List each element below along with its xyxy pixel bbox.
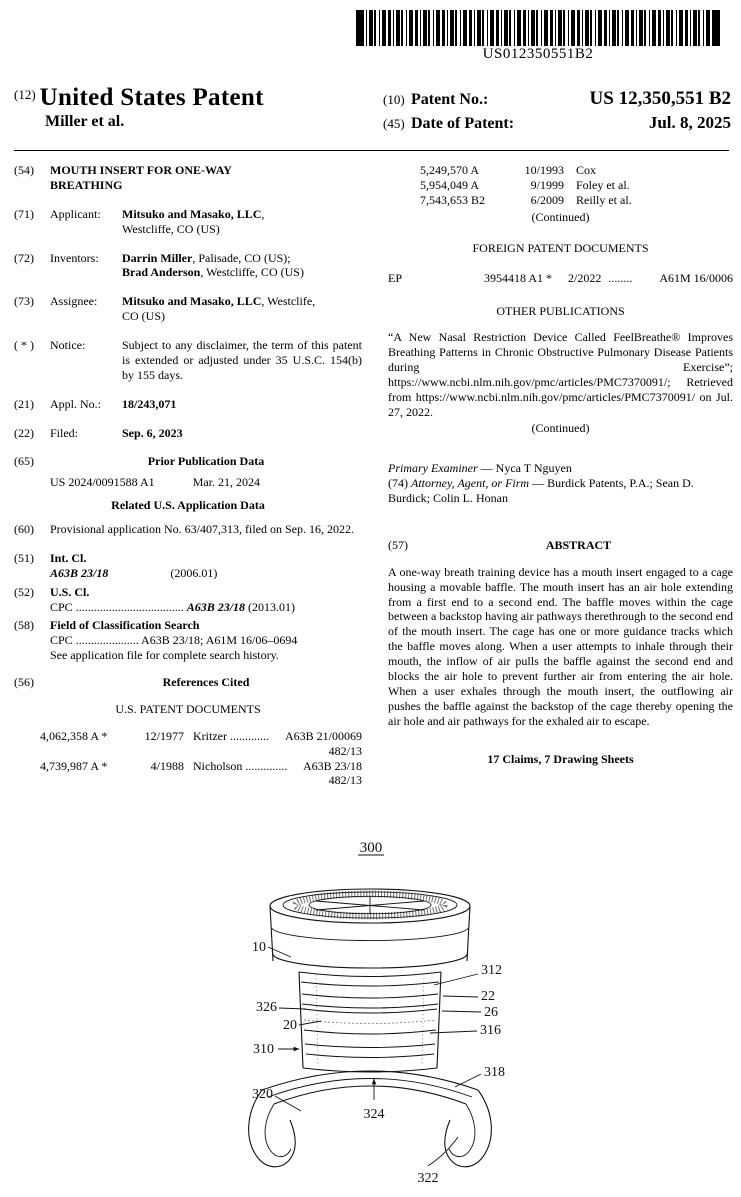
ref-numeral-324: 324 (363, 1107, 385, 1122)
inventor-2-name: Brad Anderson (122, 265, 201, 280)
search-row (50, 633, 362, 648)
patent-no-row (383, 88, 731, 110)
field-51-int-cl (14, 551, 362, 581)
appl-no-value: 18/243,071 (122, 396, 177, 411)
us-cl-heading: U.S. Cl. (50, 584, 90, 599)
inventor-1 (122, 251, 362, 266)
table-row (388, 178, 733, 193)
ref-numeral-26: 26 (484, 1005, 498, 1020)
inid-71: (71) (14, 206, 34, 221)
examiner-name: — Nyca T Nguyen (477, 461, 572, 476)
inid-12: (12) (14, 87, 36, 102)
header-right (383, 84, 731, 136)
us-patent-docs-heading: U.S. PATENT DOCUMENTS (115, 701, 261, 716)
search-value (50, 618, 362, 663)
int-cl-heading: Int. Cl. (50, 550, 87, 565)
page-title: United States Patent (39, 84, 264, 111)
inventor-short-name: Miller et al. (45, 113, 125, 130)
assignee-value (122, 294, 362, 324)
ref-class: A63B 21/00069 (284, 728, 362, 743)
inventor-1-rest: , Palisade, CO (US); (192, 250, 291, 265)
ref-numeral-310: 310 (253, 1042, 274, 1057)
inid-22: (22) (14, 425, 34, 440)
applicant-value (122, 207, 362, 237)
attorney-line (388, 476, 733, 506)
invention-title: MOUTH INSERT FOR ONE-WAY BREATHING (50, 163, 232, 192)
inid-58: (58) (14, 618, 34, 633)
ref-date: 6/2009 (530, 192, 564, 207)
attorney-label: Attorney, Agent, or Firm (411, 476, 530, 491)
patent-title-line (14, 84, 383, 112)
foreign-date: 2/2022 (568, 271, 602, 286)
ref-number: 7,543,653 B2 (420, 192, 486, 207)
ref-name: Foley et al. (576, 177, 630, 192)
filed-label: Filed: (50, 425, 79, 440)
ref-numeral-320: 320 (252, 1087, 273, 1102)
patent-figure (0, 838, 741, 1197)
field-73-assignee (14, 294, 362, 324)
patent-no-label: Patent No.: (411, 91, 489, 108)
inid-52: (52) (14, 584, 34, 599)
inid-45: (45) (383, 116, 405, 131)
field-21-appl-no (14, 397, 362, 412)
inid-65: (65) (14, 454, 34, 469)
abstract-heading-row (388, 538, 733, 553)
filed-value: Sep. 6, 2023 (122, 425, 183, 440)
assignee-name: Mitsuko and Masako, LLC (122, 294, 262, 309)
table-row (388, 163, 733, 178)
inid-star: ( * ) (14, 338, 34, 352)
us-refs-right (388, 163, 733, 208)
left-column (14, 163, 362, 788)
ref-numeral-326: 326 (256, 1000, 277, 1015)
prior-pub-heading: Prior Publication Data (147, 454, 265, 469)
continued-note-1: (Continued) (531, 209, 590, 224)
foreign-dots: ........ (608, 271, 633, 286)
us-refs-left (14, 729, 362, 789)
us-cl-dots: .................................... (75, 599, 184, 614)
ref-numeral-10: 10 (252, 940, 266, 955)
patent-no-value: US 12,350,551 B2 (589, 88, 731, 109)
notice-label: Notice: (50, 338, 86, 352)
continued-note-2: (Continued) (531, 421, 590, 436)
claims-line: 17 Claims, 7 Drawing Sheets (487, 752, 634, 767)
inid-10: (10) (383, 92, 405, 107)
field-71-applicant (14, 207, 362, 237)
ref-number: 4,062,358 A * (40, 728, 108, 743)
field-65-prior-pub (14, 454, 362, 469)
search-note: See application file for complete search history. (50, 648, 279, 663)
inid-57: (57) (388, 537, 408, 552)
ref-name: Kritzer ............. (193, 728, 269, 743)
barcode-block (356, 10, 720, 63)
inventor-2 (122, 265, 362, 280)
ref-subclass: 482/13 (328, 773, 362, 788)
foreign-docs-heading: FOREIGN PATENT DOCUMENTS (472, 240, 649, 255)
related-app-heading: Related U.S. Application Data (111, 498, 265, 513)
ref-date: 9/1999 (530, 177, 564, 192)
inid-72: (72) (14, 250, 34, 265)
prior-pub-row (14, 475, 362, 490)
inid-56: (56) (14, 675, 34, 689)
foreign-class: A61M 16/0006 (659, 271, 733, 286)
ref-name: Cox (576, 163, 597, 177)
field-72-inventors (14, 251, 362, 281)
foreign-number: 3954418 A1 * (484, 271, 553, 286)
barcode-caption: US012350551B2 (482, 46, 594, 62)
ref-numeral-312: 312 (481, 963, 502, 978)
applicant-label: Applicant: (50, 206, 101, 221)
abstract-heading: ABSTRACT (545, 537, 612, 552)
us-cl-class: A63B 23/18 (186, 599, 246, 614)
inid-54: (54) (14, 163, 34, 177)
header-left (14, 84, 383, 136)
table-row (14, 759, 362, 774)
table-row (14, 729, 362, 744)
date-of-patent-value: Jul. 8, 2025 (648, 113, 731, 132)
ref-number: 5,954,049 A (420, 177, 480, 192)
foreign-ref-row (388, 271, 733, 286)
search-dots: ..................... (75, 633, 139, 648)
inventors-label: Inventors: (50, 250, 99, 265)
notice-text: Subject to any disclaimer, the term of this patent is extended or adjusted under 35 U.S.C. 154(b) by 155 days. (122, 338, 362, 382)
assignee-address: CO (US) (122, 309, 166, 324)
foreign-country: EP (388, 271, 403, 286)
inventors-value (122, 251, 362, 281)
us-cl-cpc: CPC (50, 599, 73, 614)
field-58-search (14, 618, 362, 663)
int-cl-value (50, 551, 362, 581)
int-cl-class: A63B 23/18 (50, 565, 109, 580)
ref-numeral-322: 322 (417, 1171, 439, 1186)
ref-numeral-318: 318 (484, 1065, 505, 1080)
field-60-provisional (14, 522, 362, 537)
ref-numeral-20: 20 (283, 1018, 297, 1033)
prior-pub-number: US 2024/0091588 A1 (50, 475, 155, 490)
other-pubs-heading: OTHER PUBLICATIONS (496, 304, 625, 319)
inid-21: (21) (14, 396, 34, 411)
abstract-text: A one-way breath training device has a mouth insert engaged to a cage housing a movable baffle. The mouth insert has an air hole extending from a first end to a second end. The baffle moves within the cage between a backstop having air pathways therethrough to the second end of the mouth insert. The cage has one or more guidance tracks which the baffle moves along. When a user attempts to inhale through their mouth, the inflow of air pulls the baffle against the second end and blocks the air hole to prevent further air from entering the air hole. When a user exhales through the mouth insert, the outflowing air pushes the baffle against the backstop of the cage thereby opening the air hole and air pathways for the exhaled air to escape. (388, 564, 733, 728)
field-notice (14, 338, 362, 383)
field-22-filed (14, 426, 362, 441)
figure-number: 300 (359, 840, 383, 856)
barcode-image (356, 10, 720, 46)
table-row (388, 193, 733, 208)
inventor-1-name: Darrin Miller (122, 250, 193, 265)
assignee-label: Assignee: (50, 294, 98, 309)
field-54-title (14, 163, 362, 193)
ref-number: 4,739,987 A * (40, 758, 108, 773)
provisional-text: Provisional application No. 63/407,313, filed on Sep. 16, 2022. (50, 522, 354, 536)
int-cl-row (50, 566, 362, 581)
assignee-rest: , Westclife, (261, 294, 316, 309)
date-of-patent-row (383, 113, 731, 133)
ref-number: 5,249,570 A (420, 163, 480, 177)
two-column-body (14, 163, 733, 788)
prior-pub-date: Mar. 21, 2024 (192, 475, 261, 490)
int-cl-year: (2006.01) (170, 565, 218, 580)
search-heading: Field of Classification Search (50, 618, 200, 633)
search-classes: A63B 23/18; A61M 16/06–0694 (141, 633, 298, 648)
applicant-name: Mitsuko and Masako, LLC (122, 206, 262, 221)
us-cl-year: (2013.01) (245, 599, 296, 614)
inid-60: (60) (14, 522, 34, 536)
ref-numeral-316: 316 (480, 1023, 501, 1038)
ref-date: 4/1988 (150, 758, 184, 773)
ref-date: 10/1993 (524, 163, 564, 177)
ref-date: 12/1977 (144, 728, 184, 743)
us-cl-row (50, 600, 362, 615)
inid-51: (51) (14, 550, 34, 565)
right-column (388, 163, 733, 788)
applicant-address: Westcliffe, CO (US) (122, 221, 220, 236)
examiner-line (388, 461, 733, 476)
header (14, 84, 731, 136)
search-cpc: CPC (50, 633, 73, 648)
applicant-rest: , (261, 206, 265, 221)
ref-numeral-22: 22 (481, 989, 495, 1004)
ref-name: Nicholson .............. (193, 758, 288, 773)
ref-subclass: 482/13 (328, 743, 362, 758)
us-cl-value (50, 585, 362, 615)
field-52-us-cl (14, 585, 362, 615)
inid-74: (74) (388, 476, 411, 491)
examiner-label: Primary Examiner (388, 461, 478, 476)
date-of-patent-label: Date of Patent: (411, 115, 515, 132)
inid-73: (73) (14, 294, 34, 309)
ref-class: A63B 23/18 (302, 758, 362, 773)
ref-name: Reilly et al. (576, 192, 632, 207)
appl-no-label: Appl. No.: (50, 396, 101, 411)
other-pubs-text: “A New Nasal Restriction Device Called FeelBreathe® Improves Breathing Patterns in Chronic Obstructive Pulmonary Disease Patients during Exercise”; https://www.ncbi.nlm.nih.gov/pmc/articles/PMC7370091/; Retrieved from https://www.ncbi.nlm.nih.gov/pmc/articles/PMC7370091/ on Jul. 27, 2022. (388, 330, 733, 419)
attorney-names: — Burdick Patents, P.A.; Sean D. Burdick; Colin L. Honan (388, 476, 694, 505)
header-divider (14, 150, 729, 151)
field-56-refs (14, 675, 362, 690)
inventor-2-rest: , Westcliffe, CO (US) (200, 265, 304, 280)
references-heading: References Cited (162, 675, 250, 689)
